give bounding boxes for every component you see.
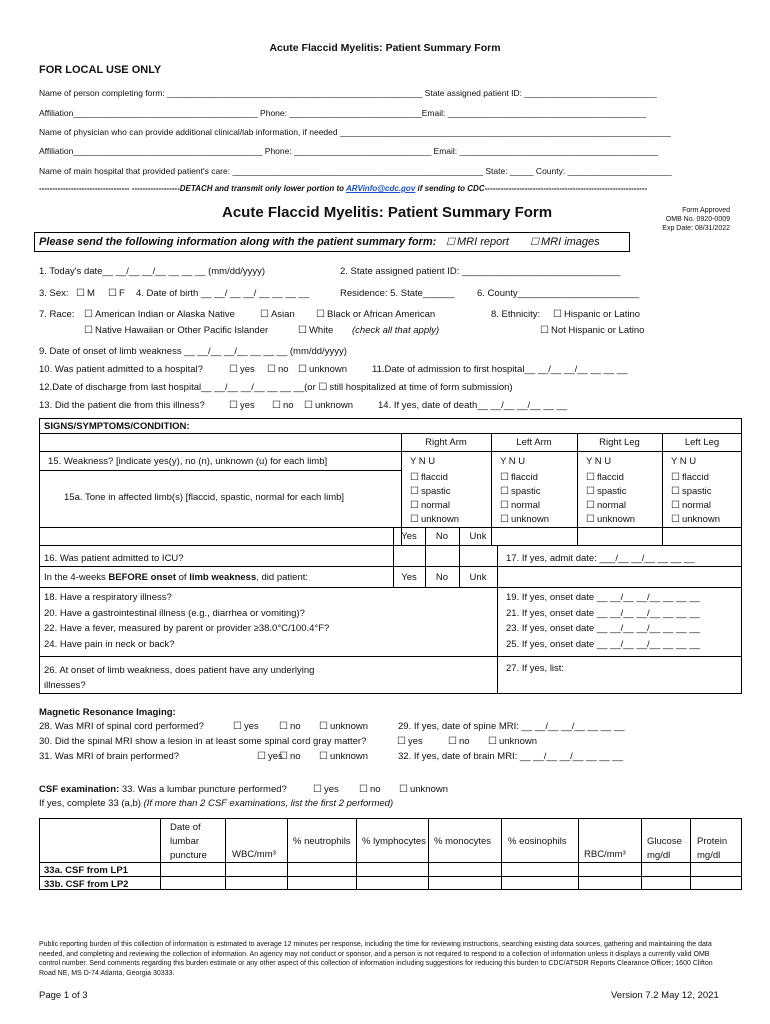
main-hospital-field[interactable]: Name of main hospital that provided patient's care: _____________________________________________________ State: _____ County: ______________________ [39, 166, 672, 176]
brain-mri-unknown[interactable]: ☐ unknown [319, 751, 368, 762]
lesion-question: 30. Did the spinal MRI show a lesion in at least some spinal cord gray matter? [39, 736, 367, 747]
admission-date-field[interactable]: 11.Date of admission to first hospital__ __/__ __/__ __ __ __ [372, 364, 628, 375]
tone-options-right-arm[interactable]: ☐ flaccid ☐ spastic ☐ normal ☐ unknown [410, 471, 459, 527]
sex-female-checkbox[interactable]: ☐ F [108, 288, 125, 299]
icu-admit-date-field[interactable]: 17. If yes, admit date: ___/__ __/__ __ __ __ [506, 553, 695, 564]
gi-question: 20. Have a gastrointestinal illness (e.g., diarrhea or vomiting)? [44, 607, 305, 619]
sex-label: 3. Sex: [39, 288, 69, 299]
omb-number: OMB No. 0920-0009 [665, 216, 730, 223]
respiratory-onset-date: 19. If yes, onset date __ __/__ __/__ __ __ __ [506, 592, 700, 603]
race-american-indian-checkbox[interactable]: ☐ American Indian or Alaska Native [84, 309, 235, 320]
race-note: (check all that apply) [352, 325, 440, 336]
race-white-checkbox[interactable]: ☐ White [298, 325, 333, 336]
brain-mri-no[interactable]: ☐ no [279, 751, 301, 762]
mri-images-checkbox[interactable]: ☐ MRI images [530, 236, 600, 248]
csf-row-lp2: 33b. CSF from LP2 [44, 879, 129, 890]
limb-right-leg: Right Leg [599, 437, 640, 448]
csf-col-lymphocytes: % lymphocytes [362, 836, 426, 847]
todays-date-field[interactable]: 1. Today's date__ __/__ __/__ __ __ __ (mm/dd/yyyy) [39, 266, 266, 277]
state-field[interactable]: Residence: 5. State______ [340, 288, 455, 299]
version-label: Version 7.2 May 12, 2021 [611, 990, 719, 1001]
onset-date-field[interactable]: 9. Date of onset of limb weakness __ __/__ __/__ __ __ __ (mm/dd/yyyy) [39, 346, 347, 357]
died-no-checkbox[interactable]: ☐ no [272, 400, 294, 411]
respiratory-question: 18. Have a respiratory illness? [44, 592, 172, 603]
tone-options-left-arm[interactable]: ☐ flaccid ☐ spastic ☐ normal ☐ unknown [500, 471, 549, 527]
lesion-no[interactable]: ☐ no [448, 736, 470, 747]
patient-died-label: 13. Did the patient die from this illness? [39, 400, 205, 411]
spinal-mri-question: 28. Was MRI of spinal cord performed? [39, 721, 204, 732]
col-no-2: No [435, 572, 449, 583]
admitted-yes-checkbox[interactable]: ☐ yes [229, 364, 255, 375]
limb-left-leg: Left Leg [684, 437, 720, 448]
csf-col-eosinophils: % eosinophils [508, 836, 567, 847]
fever-question: 22. Have a fever, measured by parent or provider ≥38.0°C/100.4°F? [44, 623, 330, 634]
cdc-email-link[interactable]: ARVinfo@cdc.gov [345, 184, 416, 193]
admitted-hospital-label: 10. Was patient admitted to a hospital? [39, 364, 203, 375]
tone-options-left-leg[interactable]: ☐ flaccid ☐ spastic ☐ normal ☐ unknown [671, 471, 720, 527]
ethnicity-label: 8. Ethnicity: [491, 309, 541, 320]
affiliation-field-1[interactable]: Affiliation_______________________________________ Phone: ____________________________Email: __________________________________________ [39, 108, 647, 118]
physician-field[interactable]: Name of physician who can provide additional clinical/lab information, if needed ______________________________________________________________________ [39, 127, 671, 137]
race-label: 7. Race: [39, 309, 75, 320]
csf-row-lp1: 33a. CSF from LP1 [44, 865, 128, 876]
form-approved: Form Approved [682, 207, 730, 214]
race-asian-checkbox[interactable]: ☐ Asian [260, 309, 295, 320]
col-unk: Unk [469, 531, 487, 542]
detach-line: ---------------------------------- ------------------DETACH and transmit only lower portion to ARVinfo@cdc.gov if sending to CDC------------------------------------------------------------- [39, 184, 648, 193]
limb-right-arm: Right Arm [425, 437, 467, 448]
ethnicity-hispanic-checkbox[interactable]: ☐ Hispanic or Latino [553, 309, 640, 320]
admitted-unknown-checkbox[interactable]: ☐ unknown [298, 364, 347, 375]
weakness-ynu-left-arm[interactable]: Y N U [500, 456, 526, 467]
csf-complete-note: If yes, complete 33 (a,b) (If more than 2 CSF examinations, list the first 2 performed) [39, 798, 394, 809]
csf-col-date: Date of lumbar puncture [170, 822, 207, 861]
died-unknown-checkbox[interactable]: ☐ unknown [304, 400, 353, 411]
prior-illness-dates[interactable] [506, 590, 700, 652]
person-completing-field[interactable]: Name of person completing form: ______________________________________________________ State assigned patient ID: ____________________________ [39, 88, 657, 98]
weakness-ynu-right-arm[interactable]: Y N U [410, 456, 436, 467]
mri-header: Magnetic Resonance Imaging: [39, 707, 176, 718]
page-number: Page 1 of 3 [39, 990, 88, 1001]
csf-table [39, 818, 742, 890]
csf-col-protein: Protein mg/dl [697, 836, 728, 861]
lesion-yes[interactable]: ☐ yes [397, 736, 423, 747]
tone-question: 15a. Tone in affected limb(s) [flaccid, spastic, normal for each limb] [64, 492, 345, 503]
col-yes-2: Yes [401, 572, 417, 583]
county-field[interactable]: 6. County_______________________ [477, 288, 640, 299]
header-title: Acute Flaccid Myelitis: Patient Summary Form [269, 42, 501, 54]
weakness-question: 15. Weakness? [indicate yes(y), no (n), unknown (u) for each limb] [48, 456, 328, 467]
affiliation-field-2[interactable]: Affiliation________________________________________ Phone: _____________________________ Email: __________________________________________ [39, 146, 659, 156]
csf-col-glucose: Glucose mg/dl [647, 836, 682, 861]
weakness-ynu-left-leg[interactable]: Y N U [671, 456, 697, 467]
admitted-no-checkbox[interactable]: ☐ no [267, 364, 289, 375]
lp-yes[interactable]: ☐ yes [313, 784, 339, 795]
underlying-illness-list[interactable]: 27. If yes, list: [506, 663, 565, 674]
four-weeks-label: In the 4-weeks BEFORE onset of limb weakness, did patient: [44, 572, 309, 583]
ethnicity-not-hispanic-checkbox[interactable]: ☐ Not Hispanic or Latino [540, 325, 644, 336]
tone-options-right-leg[interactable]: ☐ flaccid ☐ spastic ☐ normal ☐ unknown [586, 471, 635, 527]
signs-header: SIGNS/SYMPTOMS/CONDITION: [44, 421, 190, 432]
form-title: Acute Flaccid Myelitis: Patient Summary Form [222, 204, 553, 221]
exp-date: Exp Date: 08/31/2022 [662, 225, 730, 232]
spinal-mri-yes[interactable]: ☐ yes [233, 721, 259, 732]
burden-statement: Public reporting burden of this collection of information is estimated to average 12 minutes per response, including the time for reviewing instructions, searching existing data sources, gathering and maintaining the data needed, and completing and reviewing the collection of information. An agency may not conduct or sponsor, and a person is not required to respond to a collection of information unless it displays a currently valid OMB control number. Send comments regarding this burden estimate or any other aspect of this collection of information including suggestions for reducing this burden to CDC/ATSDR Reports Clearance Officer; 1600 Clifton Road NE, MS D-74 Atlanta, Georgia 30333. [39, 941, 713, 977]
brain-mri-yes[interactable]: ☐ yes [257, 751, 283, 762]
dob-field[interactable]: 4. Date of birth __ __/ __ __/ __ __ __ __ [136, 288, 310, 299]
limb-left-arm: Left Arm [516, 437, 552, 448]
spine-mri-date[interactable]: 29. If yes, date of spine MRI: __ __/__ __/__ __ __ __ [398, 721, 625, 732]
still-hospitalized-checkbox[interactable]: ☐ still hospitalized at time of form submission) [318, 382, 512, 393]
csf-col-neutrophils: % neutrophils [293, 836, 351, 847]
neck-pain-onset-date: 25. If yes, onset date __ __/__ __/__ __ __ __ [506, 638, 700, 650]
race-hawaiian-checkbox[interactable]: ☐ Native Hawaiian or Other Pacific Islander [84, 325, 268, 336]
mri-report-checkbox[interactable]: ☐ MRI report [446, 236, 509, 248]
gi-onset-date: 21. If yes, onset date __ __/__ __/__ __ __ __ [506, 607, 700, 619]
col-unk-2: Unk [469, 572, 487, 583]
sex-male-checkbox[interactable]: ☐ M [76, 288, 95, 299]
underlying-illness-question: 26. At onset of limb weakness, does patient have any underlying illnesses? [44, 665, 315, 691]
omb-block [640, 206, 730, 233]
discharge-date-field[interactable]: 12.Date of discharge from last hospital__ __/__ __/__ __ __ __(or ☐ still hospitalized at time of form submission) [39, 382, 513, 393]
brain-mri-date[interactable]: 32. If yes, date of brain MRI: __ __/__ __/__ __ __ __ [398, 751, 623, 762]
csf-question-row: CSF examination: 33. Was a lumbar puncture performed? [39, 784, 287, 795]
spinal-mri-unknown[interactable]: ☐ unknown [319, 721, 368, 732]
race-black-checkbox[interactable]: ☐ Black or African American [316, 309, 435, 320]
csf-col-wbc: WBC/mm³ [232, 849, 276, 860]
col-no: No [435, 531, 449, 542]
lp-unknown[interactable]: ☐ unknown [399, 784, 448, 795]
col-yes: Yes [401, 531, 417, 542]
state-patient-id-field[interactable]: 2. State assigned patient ID: ______________________________ [340, 266, 621, 277]
prior-illness-questions [44, 590, 329, 652]
neck-pain-question: 24. Have pain in neck or back? [44, 638, 175, 650]
died-yes-checkbox[interactable]: ☐ yes [229, 400, 255, 411]
lesion-unknown[interactable]: ☐ unknown [488, 736, 537, 747]
death-date-field[interactable]: 14. If yes, date of death__ __/__ __/__ __ __ [378, 400, 568, 411]
brain-mri-question: 31. Was MRI of brain performed? [39, 751, 180, 762]
weakness-ynu-right-leg[interactable]: Y N U [586, 456, 612, 467]
icu-question: 16. Was patient admitted to ICU? [44, 553, 184, 564]
fever-onset-date: 23. If yes, onset date __ __/__ __/__ __ __ __ [506, 623, 700, 634]
spinal-mri-no[interactable]: ☐ no [279, 721, 301, 732]
please-send-text: Please send the following information along with the patient summary form: [39, 236, 437, 248]
csf-col-monocytes: % monocytes [434, 836, 492, 847]
local-use-label: FOR LOCAL USE ONLY [39, 64, 162, 76]
csf-col-rbc: RBC/mm³ [584, 849, 626, 860]
lp-no[interactable]: ☐ no [359, 784, 381, 795]
